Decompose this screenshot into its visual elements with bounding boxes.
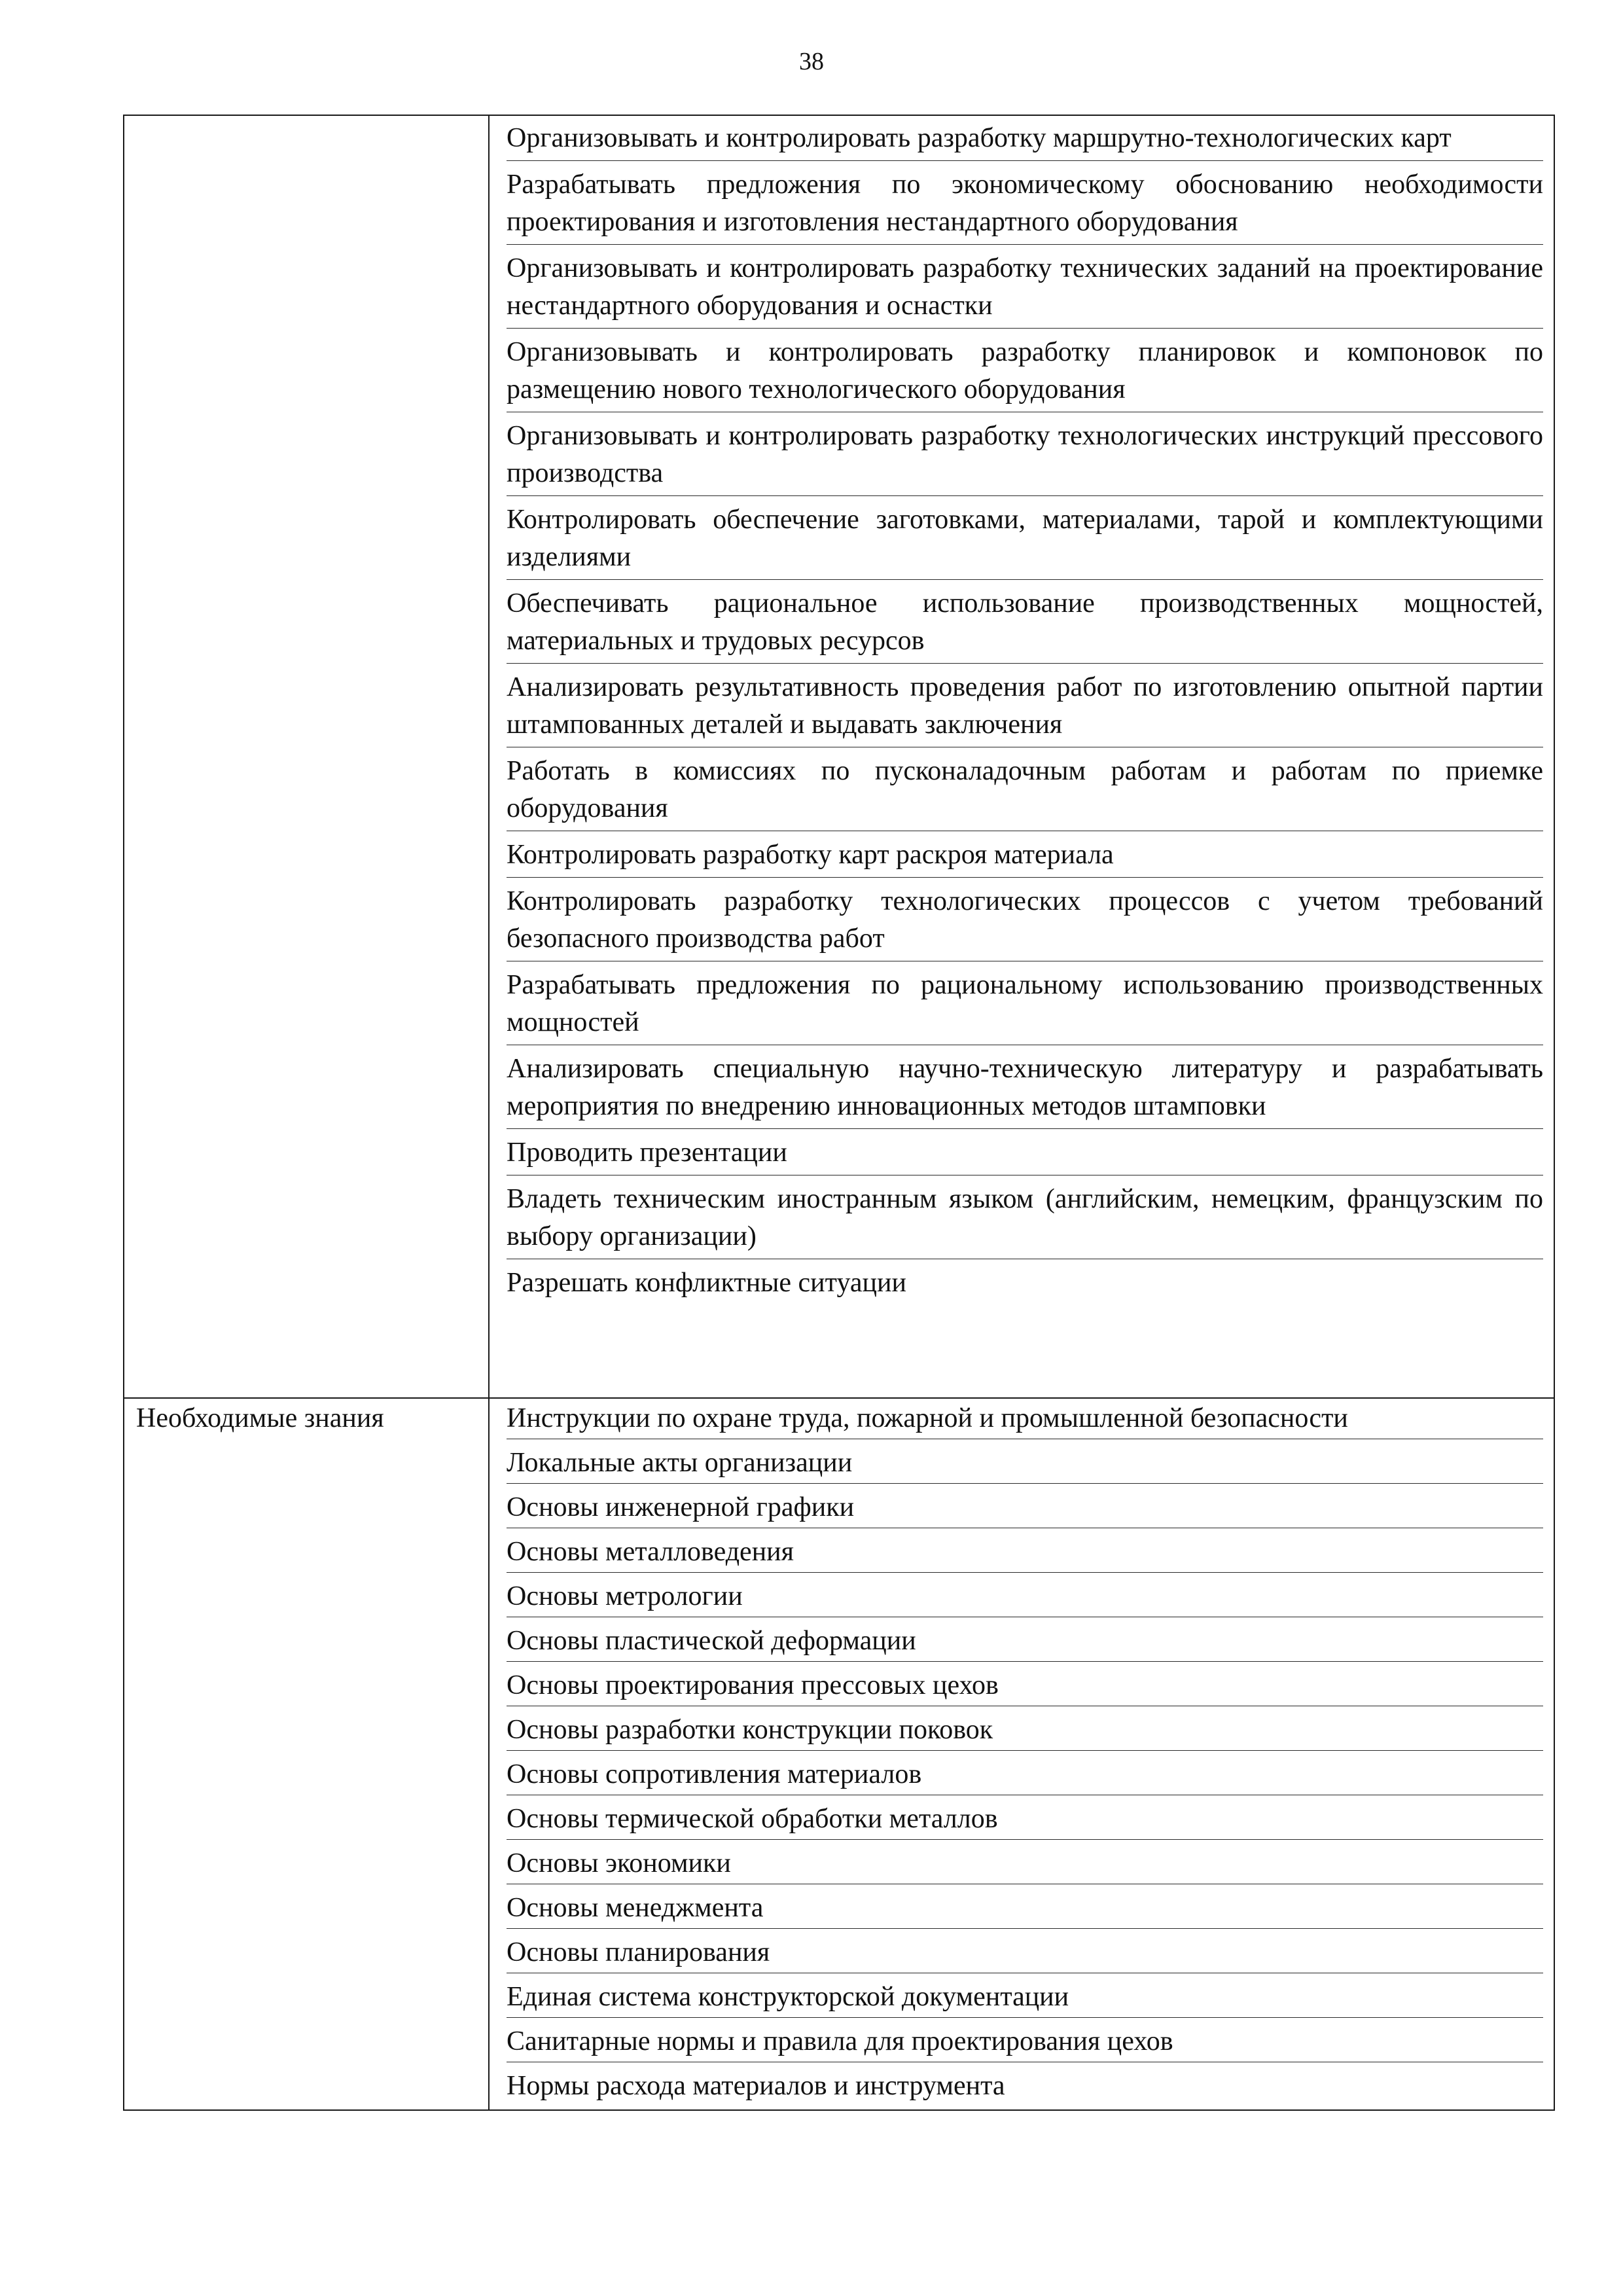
knowledge-list xyxy=(507,1400,1543,2111)
skill-item: Разрешать конфликтные ситуации xyxy=(507,1268,906,1298)
knowledge-item: Основы планирования xyxy=(507,1934,1543,1973)
skill-item: Анализировать специальную научно-техническую литературу и разрабатывать мероприятия по внедрению инновационных методов штамповки xyxy=(507,1050,1543,1129)
knowledge-item: Локальные акты организации xyxy=(507,1444,1543,1484)
page-number: 38 xyxy=(799,48,824,75)
skill-item: Контролировать разработку карт раскроя материала xyxy=(507,836,1543,878)
skill-item: Владеть техническим иностранным языком (английским, немецким, французским по выбору организации) xyxy=(507,1181,1543,1259)
knowledge-item: Единая система конструкторской документации xyxy=(507,1979,1543,2018)
section-divider xyxy=(124,1397,1554,1399)
skill-item: Организовывать и контролировать разработку технических заданий на проектирование нестандартного оборудования и оснастки xyxy=(507,250,1543,329)
knowledge-item: Основы термической обработки металлов xyxy=(507,1801,1543,1840)
knowledge-item: Основы сопротивления материалов xyxy=(507,1756,1543,1795)
skill-item: Работать в комиссиях по пусконаладочным работам и работам по приемке оборудования xyxy=(507,753,1543,831)
skill-item: Контролировать разработку технологических процессов с учетом требований безопасного производства работ xyxy=(507,883,1543,961)
column-divider xyxy=(488,116,490,2109)
skill-item: Организовывать и контролировать разработку планировок и компоновок по размещению нового технологического оборудования xyxy=(507,334,1543,412)
knowledge-label: Необходимые знания xyxy=(136,1403,384,1433)
knowledge-item: Основы инженерной графики xyxy=(507,1489,1543,1528)
requirements-table xyxy=(123,115,1555,2111)
knowledge-item: Основы пластической деформации xyxy=(507,1623,1543,1662)
skill-item: Разрабатывать предложения по экономическому обоснованию необходимости проектирования и изготовления нестандартного оборудования xyxy=(507,166,1543,245)
skill-item: Организовывать и контролировать разработку маршрутно-технологических карт xyxy=(507,120,1543,161)
knowledge-item: Основы разработки конструкции поковок xyxy=(507,1712,1543,1751)
knowledge-item: Основы проектирования прессовых цехов xyxy=(507,1667,1543,1706)
skill-item: Контролировать обеспечение заготовками, материалами, тарой и комплектующими изделиями xyxy=(507,501,1543,580)
skill-item: Анализировать результативность проведения работ по изготовлению опытной партии штампованных деталей и выдавать заключения xyxy=(507,669,1543,747)
knowledge-item: Основы менеджмента xyxy=(507,1890,1543,1929)
skills-list xyxy=(507,120,1543,1310)
skill-item: Разрабатывать предложения по рациональному использованию производственных мощностей xyxy=(507,967,1543,1045)
skill-item: Обеспечивать рациональное использование производственных мощностей, материальных и трудовых ресурсов xyxy=(507,585,1543,664)
knowledge-item: Нормы расхода материалов и инструмента xyxy=(507,2071,1005,2101)
skill-item: Проводить презентации xyxy=(507,1134,1543,1175)
knowledge-item: Основы металловедения xyxy=(507,1534,1543,1573)
knowledge-item: Основы метрологии xyxy=(507,1578,1543,1617)
knowledge-item: Инструкции по охране труда, пожарной и промышленной безопасности xyxy=(507,1400,1543,1439)
knowledge-item: Основы экономики xyxy=(507,1845,1543,1884)
knowledge-item: Санитарные нормы и правила для проектирования цехов xyxy=(507,2023,1543,2062)
skill-item: Организовывать и контролировать разработку технологических инструкций прессового производства xyxy=(507,418,1543,496)
